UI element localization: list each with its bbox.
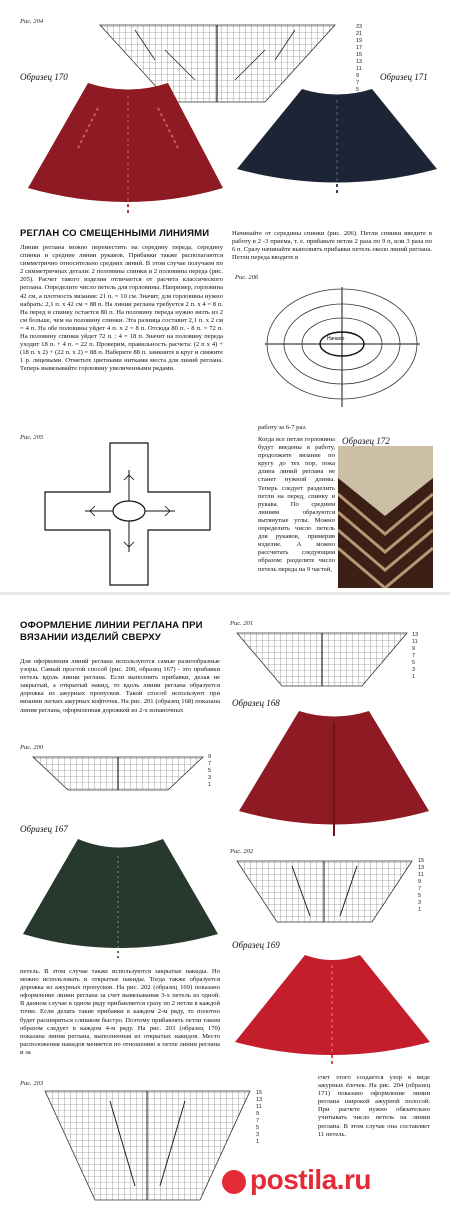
- figure-206-caption: Рис. 206: [235, 274, 259, 281]
- chart-202-row-numbers: 15 13 11 9 7 5 3 1: [418, 858, 425, 913]
- raglan-cross-diagram-205: [40, 440, 215, 588]
- column-2-intro-text: Начинайте от середины спинки (рис. 206). Петли спинки введите в работу в 2 -3 приема, т. е. прибавьте петли 2 раза по 9 п, или 3 раза по 6 п. Сразу начинайте выполнять прибавки петель около линий реглана. Петли переда вводите в: [232, 230, 432, 262]
- raglan-circle-diagram-206: [255, 282, 430, 412]
- figure-203-caption: Рис. 203: [20, 1080, 44, 1087]
- sample-171-label: Образец 171: [380, 72, 428, 82]
- raglan-calculation-text: Линии реглана можно переместить на середину переда, середину спинки и средние линии рукавов. Прибавки также располагаются симметрично относительно средних линий. В этом случае получаем по 2 симметричных детали: 2 половины спинки и 2 половины переда (рис. 205). Расчет такого изделия отличается от расчета классического реглана. Определите число петель для горловины. Например, горловина 42 см, а плотность вязания: 21 п. = 10 см. Значит, для горловины нужно набрать: 2,1 п. х 42 см = 88 п. На линии реглана требуется 2 п. х 4 = 8 п. На перед и спинку остается 80 п. На половину переда нужно вязть из 2 см больше, чем на половину спинки. Эта разница составит 2,1 п. х 2 см = 4 п. На обе половины уйдет 4 п. х 2 = 8 п. Отсюда 80 п. - 8 п. = 72 п. На половину спинки уйдет 72 п. : 4 = 18 п. Значит на половину переда уходит 18 п. + 4 п. = 22 п. Проверим, правильность расчета: (2 п х 4) + (18 п. х 2) + (22 п. х 2) = 88 п. Наберите 88 п. замкните в круг и свяжите 1 р. лицевыми. Отметьте цветными нитками места для линий реглана. Теперь вывязывайте горловину увеличенными рядами.: [20, 244, 223, 373]
- wide-openwork-stripe-text: счет этого создается узор в виде ажурных ёлочек. На рис. 204 (образец 171) показано оформление линии реглана широкой ажурной полосой. При расчете нужно обязательно учитывать число петель на линии реглана. В этом случае она составляет 11 петель.: [318, 1074, 430, 1138]
- chart-201-row-numbers: 13 11 9 7 5 3 1: [412, 632, 419, 680]
- sample-170-label: Образец 170: [20, 72, 68, 82]
- navy-poncho-photo-171: [232, 84, 442, 199]
- watermark-text: postila.ru: [250, 1164, 372, 1195]
- knitting-chart-200: [28, 752, 208, 794]
- section-title-line-1: ОФОРМЛЕНИЕ ЛИНИИ РЕГЛАНА ПРИ: [20, 620, 203, 631]
- figure-204-caption: Рис. 204: [20, 18, 44, 25]
- sample-172-label: Образец 172: [342, 436, 390, 446]
- sample-168-label: Образец 168: [232, 698, 280, 708]
- column-2-continuation-text: работу за 6-7 раз.: [258, 424, 307, 431]
- red-poncho-photo-170: [18, 78, 233, 218]
- figure-201-caption: Рис. 201: [230, 620, 254, 627]
- chart-203-row-numbers: 15 13 11 9 7 5 3 1: [256, 1090, 263, 1145]
- open-yarn-over-text: петель. В этом случае также используются закрытые накиды. Но можно использовать и открытые накиды. Тогда также образуется дорожка из ажурных пропусков. На рис. 202 (образец 169) показано оформление линии реглана за счет вывязывания 3-х петель из одной. В данном случае в одном ряду прибавляется сразу по 2 петли в каждой точке. Если делать такие прибавки в каждом 2-м ряду, то полотно будет расширяться слишком быстро. Поэтому прибавлять петли таким образом следует в каждом 4-м ряду. На рис. 203 (образец 170) показана линия реглана, выполненная из открытых накидов. Место расположения накидов меняется по отношению к петле линии реглана и за: [20, 968, 220, 1056]
- magazine-page-1: [0, 0, 450, 595]
- postila-logo-icon: [222, 1170, 246, 1194]
- raglan-lines-intro-text: Для оформления линий реглана используются самые разнообразные узоры. Самый простой способ (рис. 200, образец 167) - это прибавки петель вдоль линии реглана. Если выполнять прибавки, делая не закрытый, а открытый накид, то вдоль линии реглана образуется дорожка из ажурных пропусков. Такой способ используют при вязании легких ажурных кофточек. На рис. 201 (образец 168) показана линия реглана, оформленная дорожкой из 2-х изнаночных: [20, 658, 220, 714]
- sleeve-division-text: Когда все петли горловины будут введены в работу, продолжите вязание по кругу до тех пор, пока длина линий реглана не станет нужной длины. Теперь следует разделить петли на перед, спинку и рукава. По средним линиям образуются вытянутые углы. Можно определить число петель для рукавов, примерив изделие. А можно рассчитать следующим образом: разделите число петель переда на 9 частей,: [258, 436, 335, 573]
- bright-red-poncho-photo-169: [230, 950, 435, 1068]
- chart-200-row-numbers: 9 7 5 3 1: [208, 754, 212, 788]
- figure-202-caption: Рис. 202: [230, 848, 254, 855]
- diagram-start-label: Начало: [327, 336, 345, 342]
- sample-167-label: Образец 167: [20, 824, 68, 834]
- green-poncho-photo-167: [18, 834, 223, 964]
- figure-205-caption: Рис. 205: [20, 434, 44, 441]
- section-title-line-2: ВЯЗАНИИ ИЗДЕЛИЙ СВЕРХУ: [20, 632, 161, 643]
- section-title-offset-raglan: РЕГЛАН СО СМЕЩЕННЫМИ ЛИНИЯМИ: [20, 228, 210, 239]
- knitting-chart-202: [232, 856, 417, 926]
- chart-204-row-numbers: 23 21 19 17 15 13 11 9 7 5: [356, 24, 363, 93]
- striped-shawl-photo-172: [338, 446, 433, 588]
- red-poncho-photo-168: [234, 706, 434, 841]
- knitting-chart-201: [232, 628, 412, 690]
- sample-169-label: Образец 169: [232, 940, 280, 950]
- figure-200-caption: Рис. 200: [20, 744, 44, 751]
- postila-watermark: [222, 1164, 432, 1204]
- magazine-page-2: [0, 598, 450, 1208]
